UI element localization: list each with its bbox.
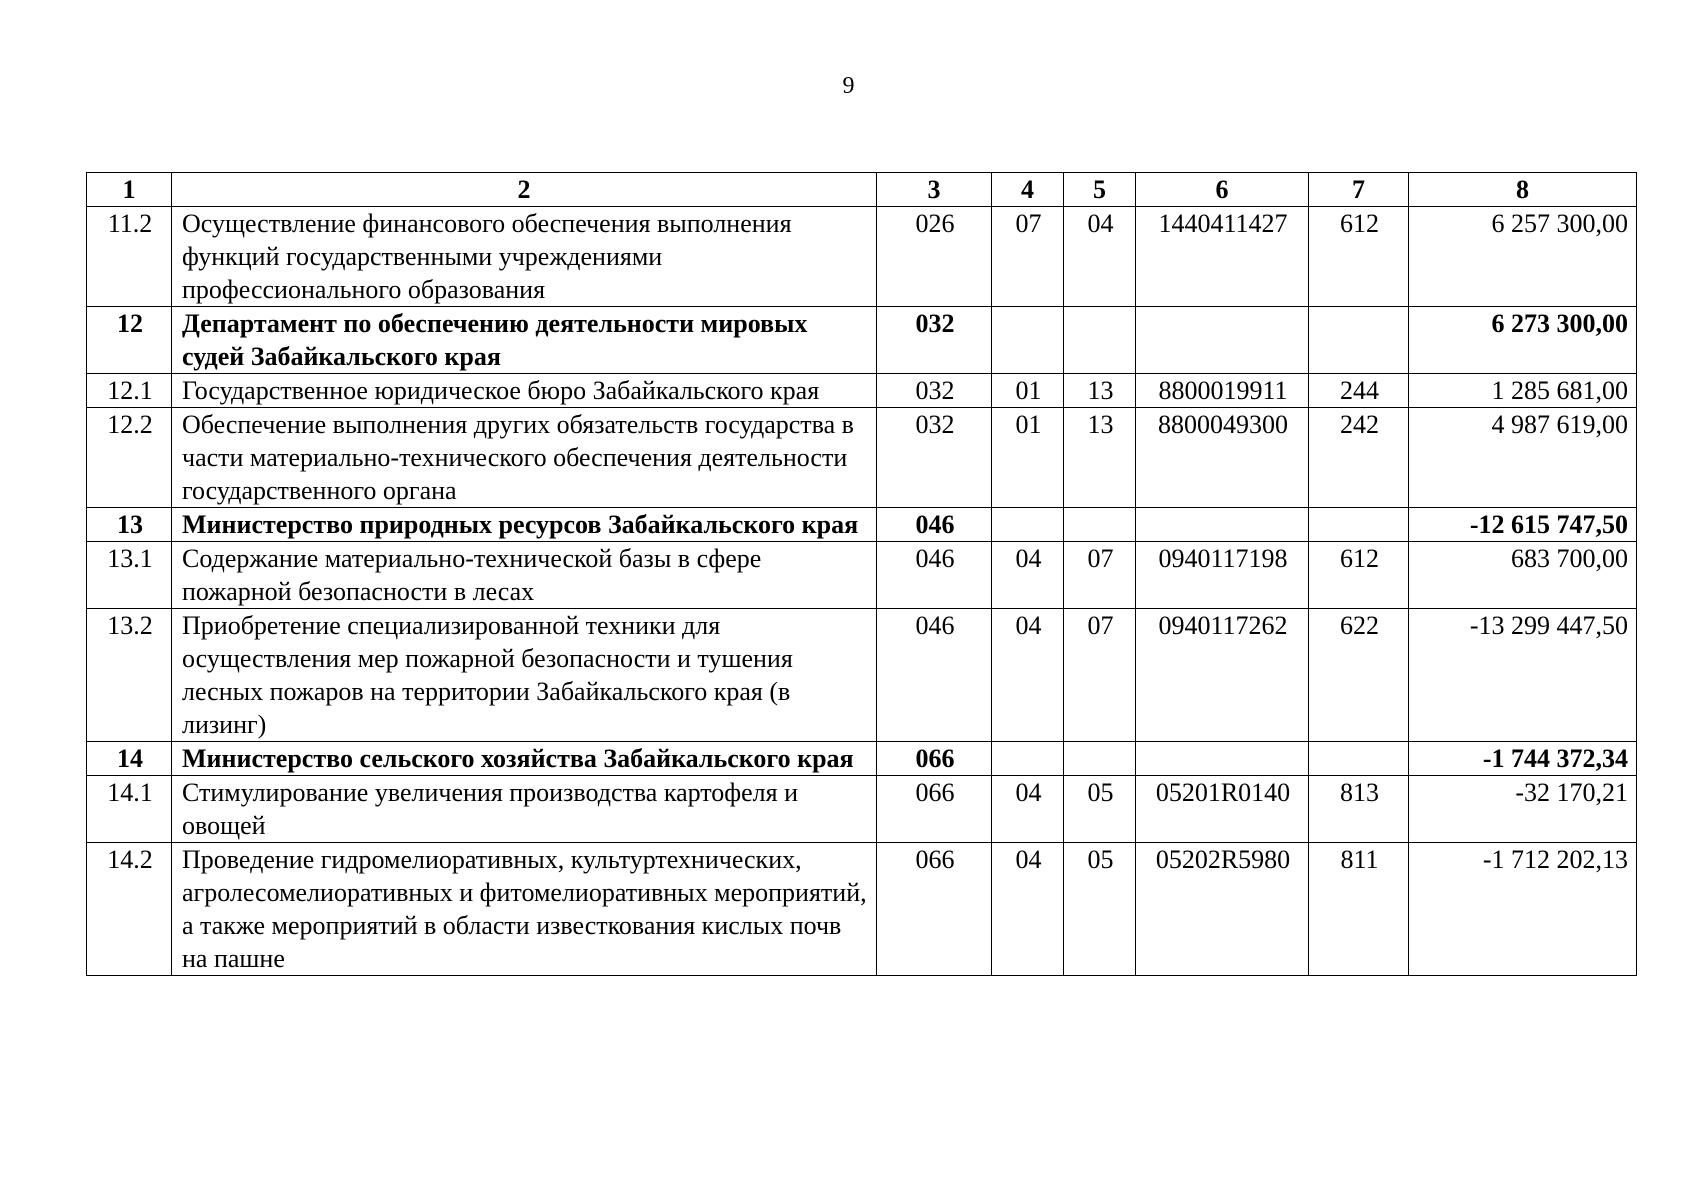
row-code-6: 8800019911	[1136, 374, 1309, 408]
row-name: Министерство природных ресурсов Забайкальского края	[172, 508, 877, 542]
row-number: 14.2	[87, 843, 172, 976]
table-row	[87, 408, 1637, 508]
row-code-7: 811	[1309, 843, 1409, 976]
row-amount: -13 299 447,50	[1409, 609, 1637, 742]
row-code-7: 242	[1309, 408, 1409, 508]
row-name: Обеспечение выполнения других обязательств государства в части материально-технического обеспечения деятельности государственного органа	[172, 408, 877, 508]
row-number: 13.1	[87, 542, 172, 609]
row-code-6	[1136, 307, 1309, 374]
row-code-5: 04	[1064, 207, 1136, 307]
row-code-4: 01	[992, 408, 1064, 508]
row-name: Министерство сельского хозяйства Забайкальского края	[172, 742, 877, 776]
row-number: 13	[87, 508, 172, 542]
row-name: Государственное юридическое бюро Забайкальского края	[172, 374, 877, 408]
row-name: Стимулирование увеличения производства картофеля и овощей	[172, 776, 877, 843]
row-code-6: 05201R0140	[1136, 776, 1309, 843]
row-code-7: 622	[1309, 609, 1409, 742]
row-code-5	[1064, 508, 1136, 542]
row-code-7: 813	[1309, 776, 1409, 843]
column-header: 8	[1409, 173, 1637, 207]
row-code-7	[1309, 307, 1409, 374]
row-amount: 6 257 300,00	[1409, 207, 1637, 307]
row-code-7	[1309, 508, 1409, 542]
row-name: Осуществление финансового обеспечения выполнения функций государственными учреждениями профессионального образования	[172, 207, 877, 307]
column-header: 4	[992, 173, 1064, 207]
row-code-4: 04	[992, 609, 1064, 742]
row-code-3: 066	[877, 776, 992, 843]
row-code-7: 612	[1309, 207, 1409, 307]
row-code-4: 07	[992, 207, 1064, 307]
table-row	[87, 207, 1637, 307]
table-row	[87, 843, 1637, 976]
row-amount: -32 170,21	[1409, 776, 1637, 843]
row-code-3: 032	[877, 374, 992, 408]
row-code-3: 066	[877, 843, 992, 976]
page-number: 9	[842, 73, 855, 99]
row-number: 12	[87, 307, 172, 374]
row-name: Департамент по обеспечению деятельности мировых судей Забайкальского края	[172, 307, 877, 374]
column-header: 2	[172, 173, 877, 207]
row-amount: 683 700,00	[1409, 542, 1637, 609]
row-name: Проведение гидромелиоративных, культуртехнических, агролесомелиоративных и фитомелиоративных мероприятий, а также мероприятий в области известкования кислых почв на пашне	[172, 843, 877, 976]
row-code-6: 8800049300	[1136, 408, 1309, 508]
row-code-7: 612	[1309, 542, 1409, 609]
row-code-6: 0940117262	[1136, 609, 1309, 742]
row-code-6	[1136, 508, 1309, 542]
row-code-3: 032	[877, 307, 992, 374]
row-number: 14.1	[87, 776, 172, 843]
row-code-7: 244	[1309, 374, 1409, 408]
row-code-4	[992, 307, 1064, 374]
row-code-4: 04	[992, 776, 1064, 843]
column-header: 5	[1064, 173, 1136, 207]
row-code-6: 0940117198	[1136, 542, 1309, 609]
table-header-row	[87, 173, 1637, 207]
row-amount: -1 712 202,13	[1409, 843, 1637, 976]
column-header: 3	[877, 173, 992, 207]
row-code-4	[992, 508, 1064, 542]
row-code-6: 05202R5980	[1136, 843, 1309, 976]
row-amount: -12 615 747,50	[1409, 508, 1637, 542]
row-code-5: 13	[1064, 408, 1136, 508]
row-code-3: 032	[877, 408, 992, 508]
row-code-5	[1064, 742, 1136, 776]
budget-table	[86, 172, 1637, 976]
row-code-5: 07	[1064, 609, 1136, 742]
row-number: 11.2	[87, 207, 172, 307]
row-name: Приобретение специализированной техники для осуществления мер пожарной безопасности и тушения лесных пожаров на территории Забайкальского края (в лизинг)	[172, 609, 877, 742]
row-number: 12.1	[87, 374, 172, 408]
row-amount: 1 285 681,00	[1409, 374, 1637, 408]
row-code-5: 05	[1064, 776, 1136, 843]
row-code-6: 1440411427	[1136, 207, 1309, 307]
row-amount: 4 987 619,00	[1409, 408, 1637, 508]
row-code-5	[1064, 307, 1136, 374]
table-row	[87, 742, 1637, 776]
row-code-5: 05	[1064, 843, 1136, 976]
table-row	[87, 508, 1637, 542]
row-code-3: 046	[877, 609, 992, 742]
row-amount: 6 273 300,00	[1409, 307, 1637, 374]
row-code-5: 07	[1064, 542, 1136, 609]
table-row	[87, 776, 1637, 843]
row-name: Содержание материально-технической базы в сфере пожарной безопасности в лесах	[172, 542, 877, 609]
row-code-4	[992, 742, 1064, 776]
row-code-6	[1136, 742, 1309, 776]
row-code-4: 04	[992, 542, 1064, 609]
row-amount: -1 744 372,34	[1409, 742, 1637, 776]
column-header: 1	[87, 173, 172, 207]
row-code-4: 04	[992, 843, 1064, 976]
column-header: 6	[1136, 173, 1309, 207]
row-code-7	[1309, 742, 1409, 776]
row-code-3: 066	[877, 742, 992, 776]
row-number: 12.2	[87, 408, 172, 508]
table-row	[87, 609, 1637, 742]
row-code-4: 01	[992, 374, 1064, 408]
row-code-3: 046	[877, 542, 992, 609]
row-number: 14	[87, 742, 172, 776]
row-code-5: 13	[1064, 374, 1136, 408]
row-code-3: 046	[877, 508, 992, 542]
row-number: 13.2	[87, 609, 172, 742]
table-row	[87, 307, 1637, 374]
table-row	[87, 542, 1637, 609]
row-code-3: 026	[877, 207, 992, 307]
column-header: 7	[1309, 173, 1409, 207]
table-row	[87, 374, 1637, 408]
